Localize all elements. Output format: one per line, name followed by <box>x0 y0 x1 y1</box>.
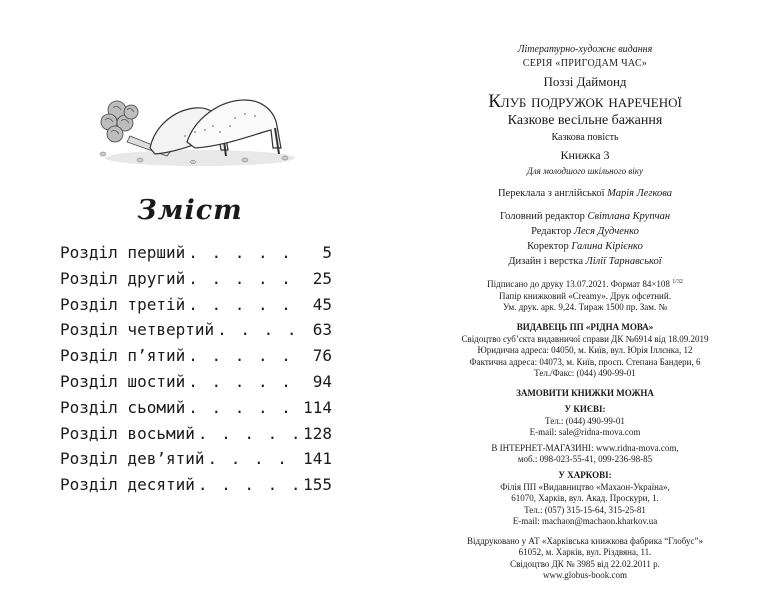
design-line <box>390 256 780 271</box>
translator-role: Переклала з англійської <box>497 188 605 199</box>
chief-editor-line <box>390 211 780 226</box>
toc-chapter-label: Розділ шостий <box>60 371 186 391</box>
publisher-phone: Тел./Факс: (044) 490-99-01 <box>534 368 636 378</box>
kharkiv-heading: У ХАРКОВІ: <box>558 469 612 480</box>
toc-page-number: 141 <box>303 449 332 469</box>
print-paper: Папір книжковий «Creamy». Друк офсетний. <box>499 290 671 301</box>
toc-leader-dots <box>198 421 299 447</box>
age-group: Для молодшого шкільного віку <box>527 166 643 176</box>
toc-leader-dots <box>188 240 300 266</box>
toc-row <box>60 472 332 498</box>
toc-row <box>60 266 332 292</box>
printer-website: www.globus-book.com <box>543 570 627 580</box>
toc-leader-dots <box>188 292 300 318</box>
internet-shop: В ІНТЕРНЕТ-МАГАЗИНІ: www.ridna-mova.com, <box>491 442 679 453</box>
printer-address: 61052, м. Харків, вул. Різдвяна, 11. <box>518 547 652 557</box>
print-details-line <box>390 279 780 291</box>
left-page <box>0 0 380 600</box>
toc-chapter-label: Розділ третій <box>60 294 186 314</box>
translator-line <box>390 188 780 203</box>
toc-chapter-label: Розділ дев’ятий <box>60 449 205 469</box>
translator-name: Марія Легкова <box>607 188 673 199</box>
print-signed: Підписано до друку 13.07.2021. Формат 84×108 <box>487 279 670 289</box>
toc-row <box>60 317 332 343</box>
author-name: Поззі Даймонд <box>543 74 627 89</box>
publisher-actual-address: Фактична адреса: 04073, м. Київ, просп. Степана Бандери, 6 <box>469 356 701 367</box>
print-format-fraction: 1/32 <box>672 279 683 285</box>
toc-row <box>60 421 332 447</box>
design-role: Дизайн і верстка <box>508 256 583 267</box>
book-kind: Казкова повість <box>551 132 619 143</box>
design-name: Лілії Тарнавської <box>585 256 662 267</box>
toc-chapter-label: Розділ другий <box>60 268 186 288</box>
toc-leader-dots <box>188 266 300 292</box>
toc-leader-dots <box>217 317 300 343</box>
chief-editor-name: Світлана Крупчан <box>587 211 671 222</box>
toc-page-number: 94 <box>312 371 332 391</box>
toc-row <box>60 446 332 472</box>
kharkiv-email: E-mail: machaon@machaon.kharkov.ua <box>512 516 658 526</box>
proofreader-name: Галина Кірієнко <box>571 241 643 252</box>
toc-page-number: 25 <box>312 268 332 288</box>
table-of-contents <box>60 240 332 498</box>
toc-chapter-label: Розділ десятий <box>60 475 195 495</box>
toc-chapter-label: Розділ п’ятий <box>60 346 186 366</box>
print-run: Ум. друк. арк. 9,24. Тираж 1500 пр. Зам. № <box>502 302 668 312</box>
toc-chapter-label: Розділ четвертий <box>60 320 215 340</box>
editor-line <box>390 226 780 241</box>
chief-editor-role: Головний редактор <box>499 211 585 222</box>
kyiv-heading: У КИЄВІ: <box>564 403 606 414</box>
publisher-legal-address: Юридична адреса: 04050, м. Київ, вул. Юрія Іллєнка, 12 <box>477 345 693 355</box>
toc-row <box>60 240 332 266</box>
book-number: Книжка 3 <box>560 148 610 162</box>
toc-leader-dots <box>188 343 300 369</box>
book-title: Клуб подружок нареченої <box>488 91 682 112</box>
toc-chapter-label: Розділ перший <box>60 243 186 262</box>
order-heading: ЗАМОВИТИ КНИЖКИ МОЖНА <box>516 387 654 398</box>
editor-role: Редактор <box>531 226 572 237</box>
imprint-block <box>390 44 780 582</box>
toc-page-number: 155 <box>303 475 332 495</box>
toc-page-number: 63 <box>312 320 332 340</box>
toc-leader-dots <box>188 395 299 421</box>
publisher-certificate: Свідоцтво суб’єкта видавничої справи ДК №6914 від 18.09.2019 <box>461 333 709 344</box>
toc-row <box>60 395 332 421</box>
proofreader-line <box>390 241 780 256</box>
printer-name: Віддруковано у АТ «Харківська книжкова фабрика “Глобус”» <box>467 535 703 546</box>
book-subtitle: Казкове весільне бажання <box>507 113 663 128</box>
kharkiv-address: 61070, Харків, вул. Акад. Проскури, 1. <box>511 493 659 503</box>
kyiv-email: E-mail: sale@ridna-mova.com <box>529 427 641 437</box>
wedding-shoes-bouquet-illustration <box>95 70 295 170</box>
toc-page-number: 5 <box>322 243 332 262</box>
toc-page-number: 128 <box>303 423 332 443</box>
toc-leader-dots <box>208 446 300 472</box>
toc-title: Зміст <box>137 195 243 226</box>
toc-row <box>60 369 332 395</box>
toc-page-number: 76 <box>312 346 332 366</box>
toc-row <box>60 292 332 318</box>
series-line: СЕРІЯ «ПРИГОДАМ ЧАС» <box>522 58 648 69</box>
kyiv-phone: Тел.: (044) 490-99-01 <box>545 415 625 426</box>
toc-row <box>60 343 332 369</box>
printer-certificate: Свідоцтво ДК № 3985 від 22.02.2011 р. <box>510 558 660 569</box>
right-page <box>390 0 780 600</box>
publisher-heading: ВИДАВЕЦЬ ПП «РІДНА МОВА» <box>516 321 654 332</box>
proofreader-role: Коректор <box>527 241 569 252</box>
toc-chapter-label: Розділ сьомий <box>60 397 186 417</box>
toc-chapter-label: Розділ восьмий <box>60 423 195 443</box>
toc-leader-dots <box>188 369 300 395</box>
kharkiv-phone: Тел.: (057) 315-15-64, 315-25-81 <box>524 504 646 515</box>
genre-line: Літературно-художнє видання <box>517 44 653 55</box>
toc-page-number: 45 <box>312 294 332 314</box>
kharkiv-branch: Філія ПП «Видавництво «Махаон-Україна», <box>500 481 670 492</box>
editor-name: Леся Дудченко <box>573 226 639 237</box>
toc-page-number: 114 <box>303 397 332 417</box>
toc-leader-dots <box>198 472 299 498</box>
internet-phones: моб.: 098-023-55-41, 099-236-98-85 <box>517 454 653 464</box>
